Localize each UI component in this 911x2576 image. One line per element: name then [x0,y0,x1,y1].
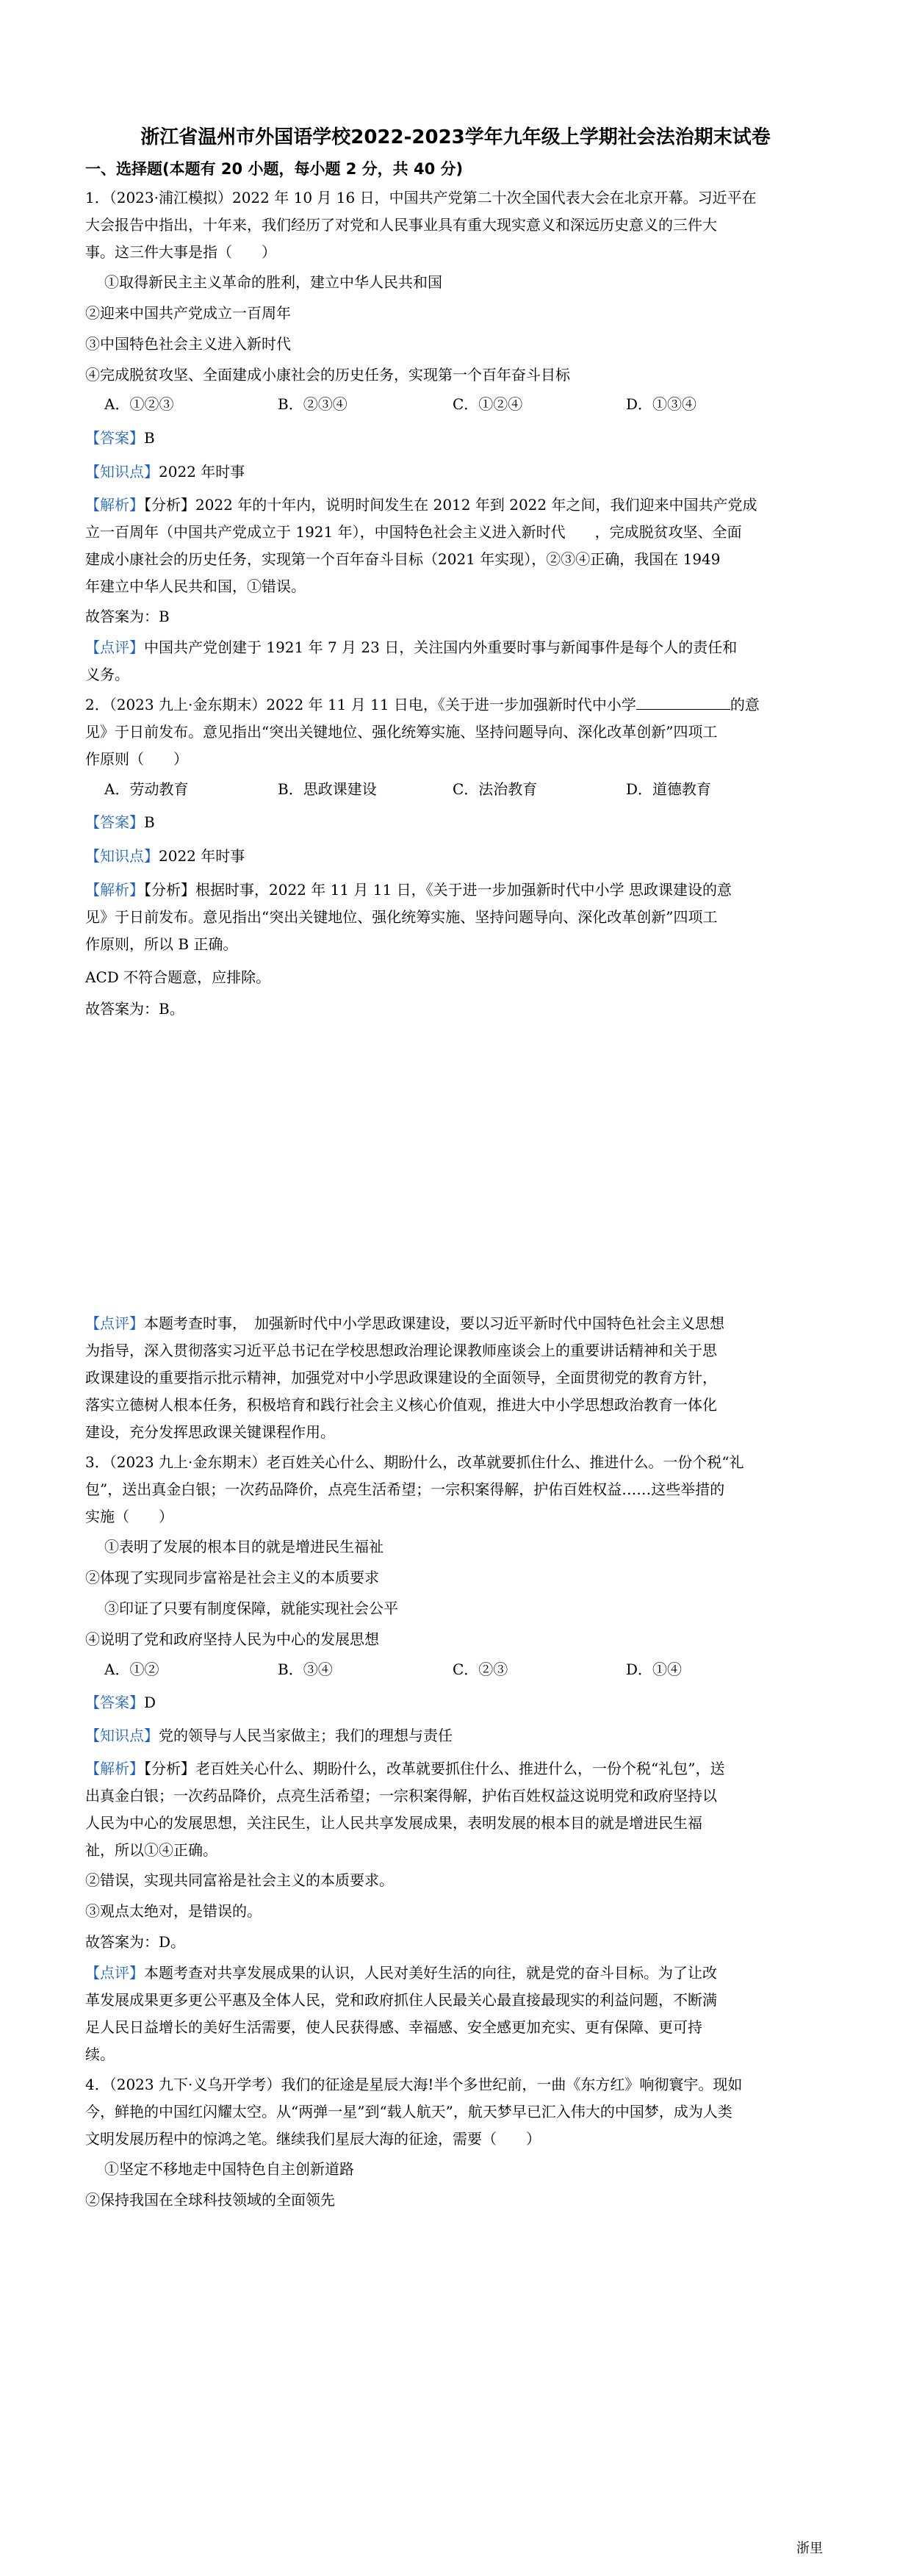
q2-knowledge [85,845,832,867]
q4-stem-line: 今，鲜艳的中国红闪耀太空。从“两弹一星”到“载人航天”，航天梦早已汇入伟大的中国梦，成为人类 [85,2103,732,2120]
q2-comment-line: 建设，充分发挥思政课关键课程作用。 [85,1423,335,1441]
q2-stem-line: 作原则（ ） [85,750,188,768]
q3-analysis-line: 出真金白银；一次药品降价，点亮生活希望；一宗积案得解，护佑百姓权益这说明党和政府坚持以 [85,1787,717,1805]
q3-analysis-line [85,1757,832,1780]
q3-option-a: A．①② [104,1661,159,1678]
q1-option-d: D．①③④ [626,395,697,413]
analysis-tag: 【解析】 [85,1760,144,1777]
q2-comment-line: 落实立德树人根本任务，积极培育和践行社会主义核心价值观，推进大中小学思想政治教育一体化 [85,1396,717,1414]
q4-item: ①坚定不移地走中国特色自主创新道路 [104,2160,354,2178]
q2-answer [85,811,832,833]
q3-analysis-text: 【分析】老百姓关心什么、期盼什么，改革就要抓住什么、推进什么，一份个税“礼包”，送 [144,1760,725,1777]
q1-knowledge-value: 2022 年时事 [159,463,245,481]
q1-item: ②迎来中国共产党成立一百周年 [85,304,291,322]
fill-blank [636,696,730,710]
q2-analysis-line: ACD 不符合题意，应排除。 [85,968,271,986]
q3-option-d: D．①④ [626,1661,683,1678]
q1-knowledge [85,461,832,483]
q2-option-b: B．思政课建设 [278,780,377,798]
q2-comment-text: 本题考查时事， 加强新时代中小学思政课建设，要以习近平新时代中国特色社会主义思想 [144,1314,724,1332]
q3-analysis-line: 祉，所以①④正确。 [85,1841,217,1859]
q2-option-d: D．道德教育 [626,780,712,798]
q3-comment-text: 本题考查对共享发展成果的认识，人民对美好生活的向往，就是党的奋斗目标。为了让改 [144,1964,717,1982]
comment-tag: 【点评】 [85,1314,144,1332]
q2-answer-value: B [144,813,155,831]
q1-item: ③中国特色社会主义进入新时代 [85,335,291,353]
q1-comment-line: 义务。 [85,666,129,683]
q1-option-b: B．②③④ [278,395,348,413]
q2-analysis-line [85,879,832,901]
q2-analysis-text: 【分析】根据时事，2022 年 11 月 11 日，《关于进一步加强新时代中小学 思政课建设的意 [144,881,732,899]
q2-analysis-line: 故答案为：B。 [85,1000,184,1018]
q2-option-c: C．法治教育 [453,780,538,798]
q1-analysis-line: 年建立中华人民共和国，①错误。 [85,578,306,595]
q2-comment-line: 政课建设的重要指示批示精神，加强党对中小学思政课建设的全面领导，全面贯彻党的教育方针， [85,1369,717,1386]
q1-item: ④完成脱贫攻坚、全面建成小康社会的历史任务，实现第一个百年奋斗目标 [85,366,570,384]
q3-stem-line: 3．（2023 九上·金东期末）老百姓关心什么、期盼什么，改革就要抓住什么、推进什么。一份个税“礼 [85,1453,744,1471]
q1-stem-line: 1．（2023·浦江模拟）2022 年 10 月 16 日，中国共产党第二十次全国代表大会在北京开幕。习近平在 [85,189,757,206]
q3-answer-value: D [144,1694,156,1711]
q1-conclusion: 故答案为：B [85,608,170,625]
q1-comment-text: 中国共产党创建于 1921 年 7 月 23 日，关注国内外重要时事与新闻事件是每个人的责任和 [144,638,738,656]
comment-tag: 【点评】 [85,638,144,656]
q3-analysis-line: ②错误，实现共同富裕是社会主义的本质要求。 [85,1871,394,1889]
q3-analysis-line: ③观点太绝对，是错误的。 [85,1902,262,1920]
q1-answer [85,427,832,449]
analysis-tag: 【解析】 [85,496,144,514]
q1-stem-line: 事。这三件大事是指（ ） [85,243,276,261]
knowledge-tag: 【知识点】 [85,1727,159,1744]
page-footer: 浙里 [796,2541,823,2556]
q1-option-a: A．①②③ [104,395,174,413]
q3-stem-line: 包”，送出真金白银；一次药品降价，点亮生活希望；一宗积案得解，护佑百姓权益……这些举措的 [85,1481,725,1498]
q1-option-c: C．①②④ [453,395,523,413]
q3-comment-line: 足人民日益增长的美好生活需要，使人民获得感、幸福感、安全感更加充实、更有保障、更可持 [85,2018,702,2036]
q3-answer [85,1691,832,1713]
knowledge-tag: 【知识点】 [85,847,159,865]
q2-stem-text: 2．（2023 九上·金东期末）2022 年 11 月 11 日电，《关于进一步加强新时代中小学 [85,696,636,713]
q3-analysis-line: 人民为中心的发展思想，关注民生，让人民共享发展成果，表明发展的根本目的就是增进民生福 [85,1814,702,1832]
q4-stem-line: 4．（2023 九下·义乌开学考）我们的征途是星辰大海!半个多世纪前，一曲《东方红》响彻寰宇。现如 [85,2076,743,2093]
answer-tag: 【答案】 [85,1694,144,1711]
q4-stem-line: 文明发展历程中的惊鸿之笔。继续我们星辰大海的征途，需要（ ） [85,2130,541,2148]
q2-analysis-line: 作原则，所以 B 正确。 [85,935,238,953]
q3-comment-line: 革发展成果更多更公平惠及全体人民，党和政府抓住人民最关心最直接最现实的利益问题，不断满 [85,1991,717,2009]
q1-analysis-text: 【分析】2022 年的十年内，说明时间发生在 2012 年到 2022 年之间，我们迎来中国共产党成 [144,496,757,514]
q2-comment-line [85,1312,832,1334]
q3-item: ④说明了党和政府坚持人民为中心的发展思想 [85,1630,379,1648]
q2-stem-line: 见》于日前发布。意见指出“突出关键地位、强化统筹实施、坚持问题导向、深化改革创新”四项工 [85,723,718,741]
q1-analysis-line [85,494,832,516]
q2-analysis-line: 见》于日前发布。意见指出“突出关键地位、强化统筹实施、坚持问题导向、深化改革创新”四项工 [85,908,718,926]
q1-analysis-line: 立一百周年（中国共产党成立于 1921 年），中国特色社会主义进入新时代 ，完成脱贫攻坚、全面 [85,523,742,541]
section-heading: 一、选择题(本题有 20 小题，每小题 2 分，共 40 分) [85,160,464,178]
q3-analysis-line: 故答案为：D。 [85,1933,186,1951]
q2-knowledge-value: 2022 年时事 [159,847,245,865]
q1-answer-value: B [144,429,155,447]
analysis-tag: 【解析】 [85,881,144,899]
q3-item: ②体现了实现同步富裕是社会主义的本质要求 [85,1569,379,1586]
answer-tag: 【答案】 [85,429,144,447]
page-title: 浙江省温州市外国语学校2022-2023学年九年级上学期社会法治期末试卷 [140,126,771,148]
q1-item: ①取得新民主主义革命的胜利，建立中华人民共和国 [104,273,442,291]
q3-comment-line [85,1962,832,1984]
q4-item: ②保持我国在全球科技领域的全面领先 [85,2191,335,2209]
q2-comment-line: 为指导，深入贯彻落实习近平总书记在学校思想政治理论课教师座谈会上的重要讲话精神和关于思 [85,1342,717,1359]
q2-stem-text: 的意 [730,696,760,713]
q2-stem-line [85,694,832,716]
answer-tag: 【答案】 [85,813,144,831]
comment-tag: 【点评】 [85,1964,144,1982]
q1-comment-line [85,636,832,658]
q3-knowledge [85,1724,832,1746]
q3-option-c: C．②③ [453,1661,508,1678]
q3-item: ①表明了发展的根本目的就是增进民生福祉 [104,1538,384,1555]
knowledge-tag: 【知识点】 [85,463,159,481]
q2-option-a: A．劳动教育 [104,780,189,798]
q3-item: ③印证了只要有制度保障，就能实现社会公平 [104,1600,398,1617]
q3-stem-line: 实施（ ） [85,1508,173,1525]
q3-knowledge-value: 党的领导与人民当家做主；我们的理想与责任 [159,1727,453,1744]
q3-comment-line: 续。 [85,2046,115,2063]
q1-analysis-line: 建成小康社会的历史任务，实现第一个百年奋斗目标（2021 年实现），②③④正确，我国在 1949 [85,550,721,568]
q3-option-b: B．③④ [278,1661,333,1678]
q1-stem-line: 大会报告中指出，十年来，我们经历了对党和人民事业具有重大现实意义和深远历史意义的三件大 [85,216,717,234]
